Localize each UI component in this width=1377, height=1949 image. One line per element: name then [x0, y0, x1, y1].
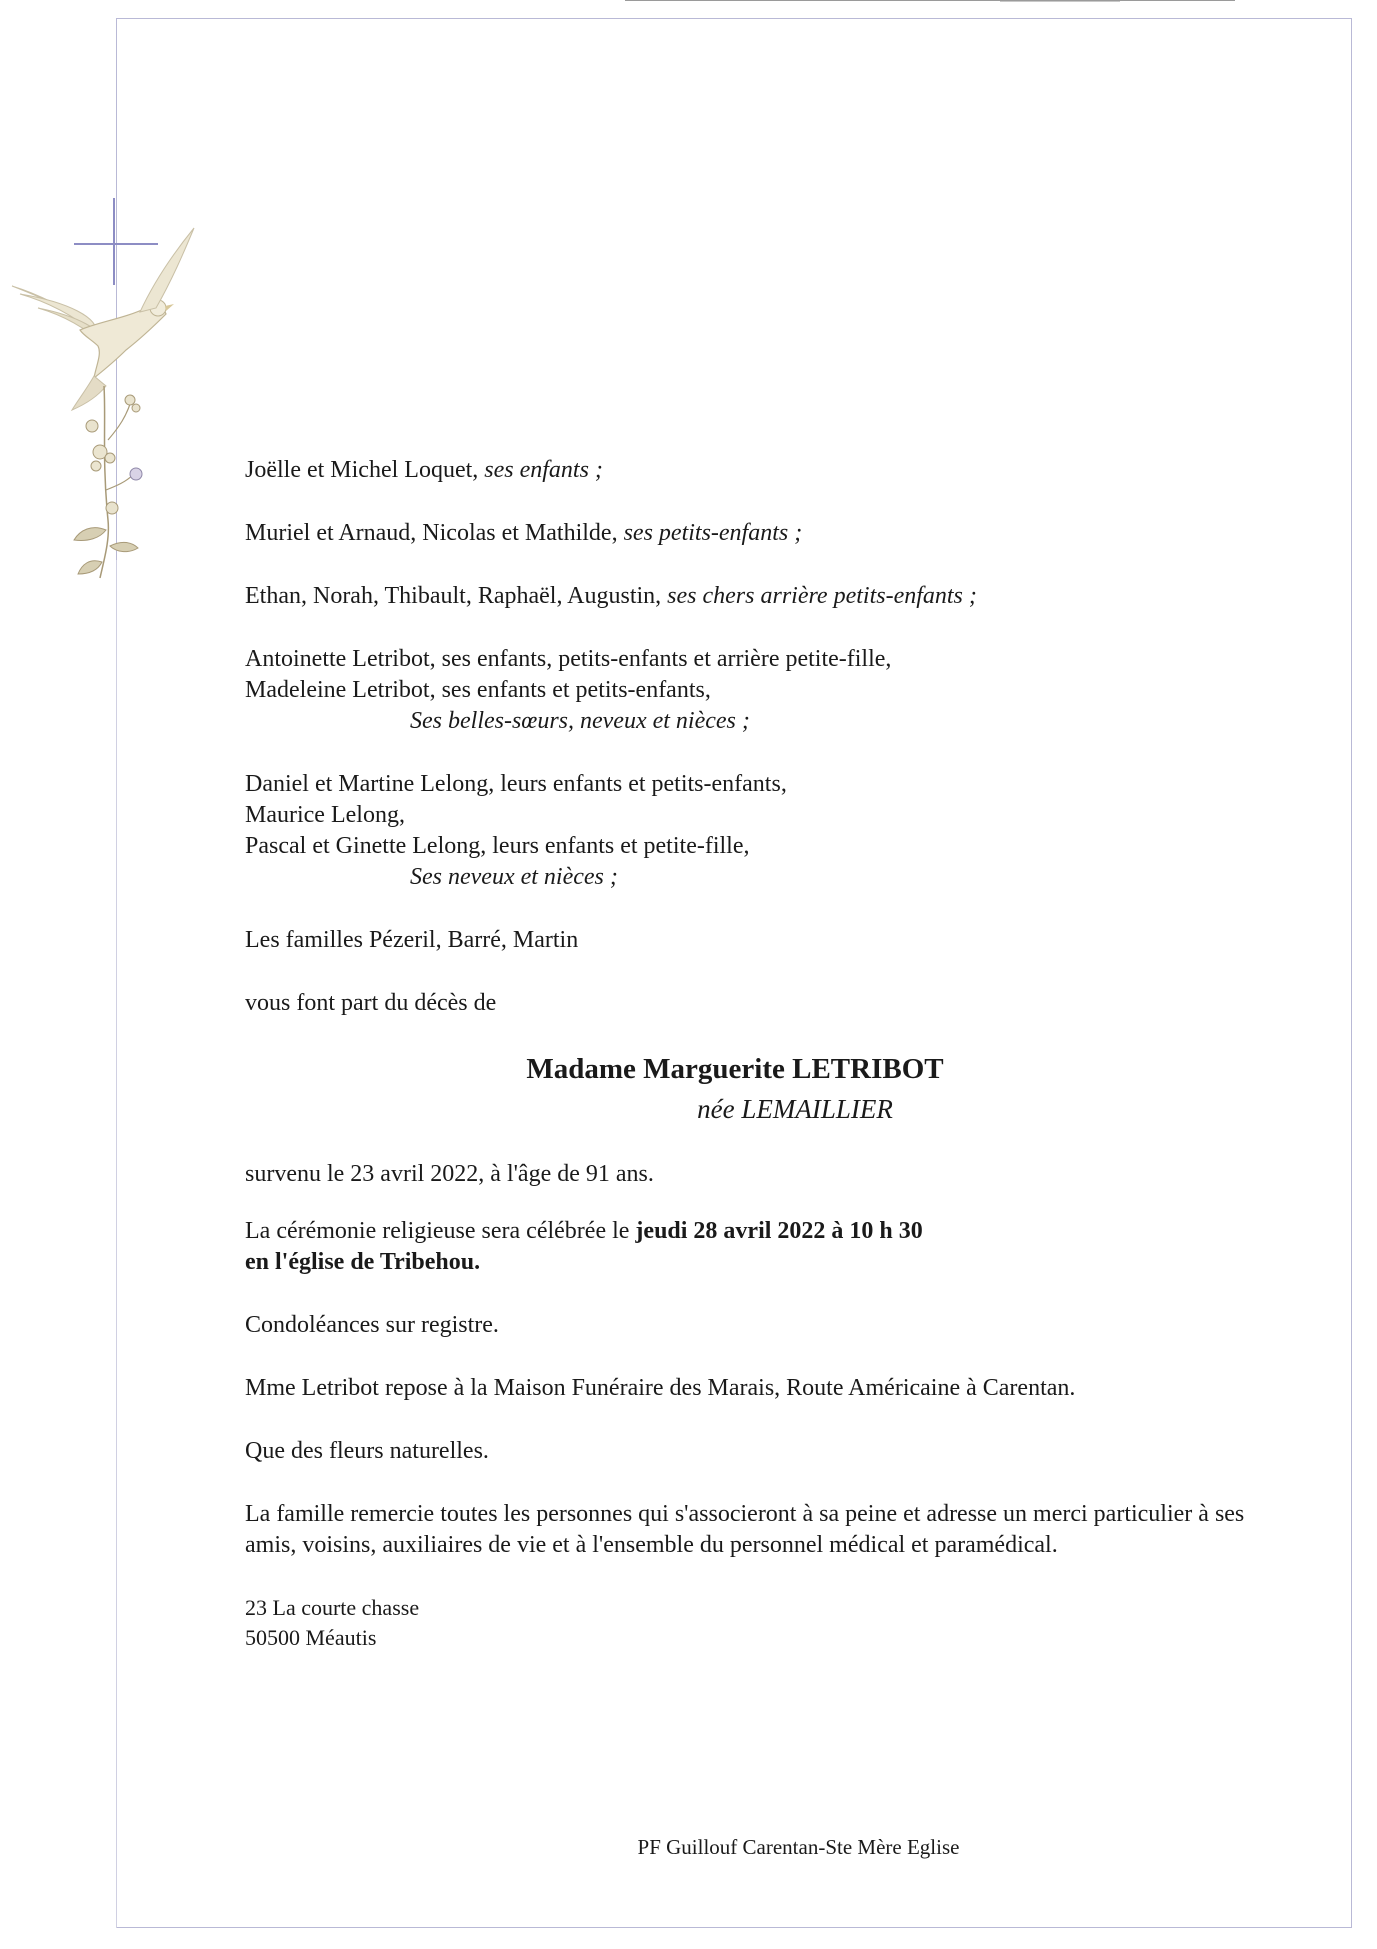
- condolences-line: Condoléances sur registre.: [245, 1312, 499, 1338]
- great-grandchildren-line: [245, 581, 1245, 612]
- great-grandchildren-names: Ethan, Norah, Thibault, Raphaël, Augustin,: [245, 583, 662, 609]
- grandchildren-relation: ses petits-enfants ;: [623, 520, 803, 546]
- thanks-paragraph: La famille remercie toutes les personnes qui s'associeront à sa peine et adresse un merci particulier à ses amis, voisins, auxiliaires de vie et à l'ensemble du personnel médical et paramédical.: [245, 1501, 1245, 1558]
- children-line: [245, 455, 1245, 486]
- frame-border-left-lower: [116, 560, 117, 1928]
- nephews-relation: [245, 862, 1245, 893]
- sister-in-law-line: Madeleine Letribot, ses enfants et petits-enfants,: [245, 677, 711, 703]
- ceremony-datetime: jeudi 28 avril 2022 à 10 h 30: [635, 1218, 923, 1244]
- nephews-relation-text: Ses neveux et nièces ;: [410, 864, 618, 890]
- flowers-line: Que des fleurs naturelles.: [245, 1438, 489, 1464]
- sisters-in-law-relation-text: Ses belles-sœurs, neveux et nièces ;: [410, 708, 750, 734]
- sisters-in-law-relation: [245, 706, 1245, 737]
- nephew-line: Maurice Lelong,: [245, 802, 405, 828]
- obituary-body: [245, 455, 1245, 1653]
- address-city: 50500 Méautis: [245, 1625, 377, 1650]
- funeral-home-footer: [0, 1835, 1377, 1860]
- frame-border-right: [1351, 18, 1352, 1928]
- grandchildren-line: [245, 518, 1245, 549]
- nephew-line: Pascal et Ginette Lelong, leurs enfants et petite-fille,: [245, 833, 750, 859]
- cross-dove-flowers-icon: [8, 190, 208, 580]
- death-details: survenu le 23 avril 2022, à l'âge de 91 ans.: [245, 1161, 654, 1187]
- rest-place-line: Mme Letribot repose à la Maison Funéraire des Marais, Route Américaine à Carentan.: [245, 1375, 1076, 1401]
- great-grandchildren-relation: ses chers arrière petits-enfants ;: [667, 583, 977, 609]
- deceased-block: [225, 1049, 1245, 1129]
- families-line: Les familles Pézeril, Barré, Martin: [245, 927, 579, 953]
- sister-in-law-line: Antoinette Letribot, ses enfants, petits-enfants et arrière petite-fille,: [245, 646, 892, 672]
- ceremony-line: [245, 1216, 1245, 1247]
- deceased-name: Madame Marguerite LETRIBOT: [526, 1053, 944, 1085]
- announcement-line: vous font part du décès de: [245, 990, 497, 1016]
- children-relation: ses enfants ;: [484, 457, 603, 483]
- address-street: 23 La courte chasse: [245, 1595, 420, 1620]
- funeral-home-name: PF Guillouf Carentan-Ste Mère Eglise: [637, 1835, 960, 1859]
- grandchildren-names: Muriel et Arnaud, Nicolas et Mathilde,: [245, 520, 618, 546]
- scan-artifact-line: [1000, 1, 1120, 2]
- frame-border-top: [116, 18, 1352, 19]
- frame-border-bottom: [116, 1927, 1352, 1928]
- deceased-maiden-name: née LEMAILLIER: [697, 1094, 893, 1124]
- ceremony-location: en l'église de Tribehou.: [245, 1249, 481, 1275]
- nephew-line: Daniel et Martine Lelong, leurs enfants et petits-enfants,: [245, 771, 787, 797]
- children-names: Joëlle et Michel Loquet,: [245, 457, 479, 483]
- scan-artifact-line: [625, 0, 1235, 1]
- ceremony-intro: La cérémonie religieuse sera célébrée le: [245, 1218, 636, 1244]
